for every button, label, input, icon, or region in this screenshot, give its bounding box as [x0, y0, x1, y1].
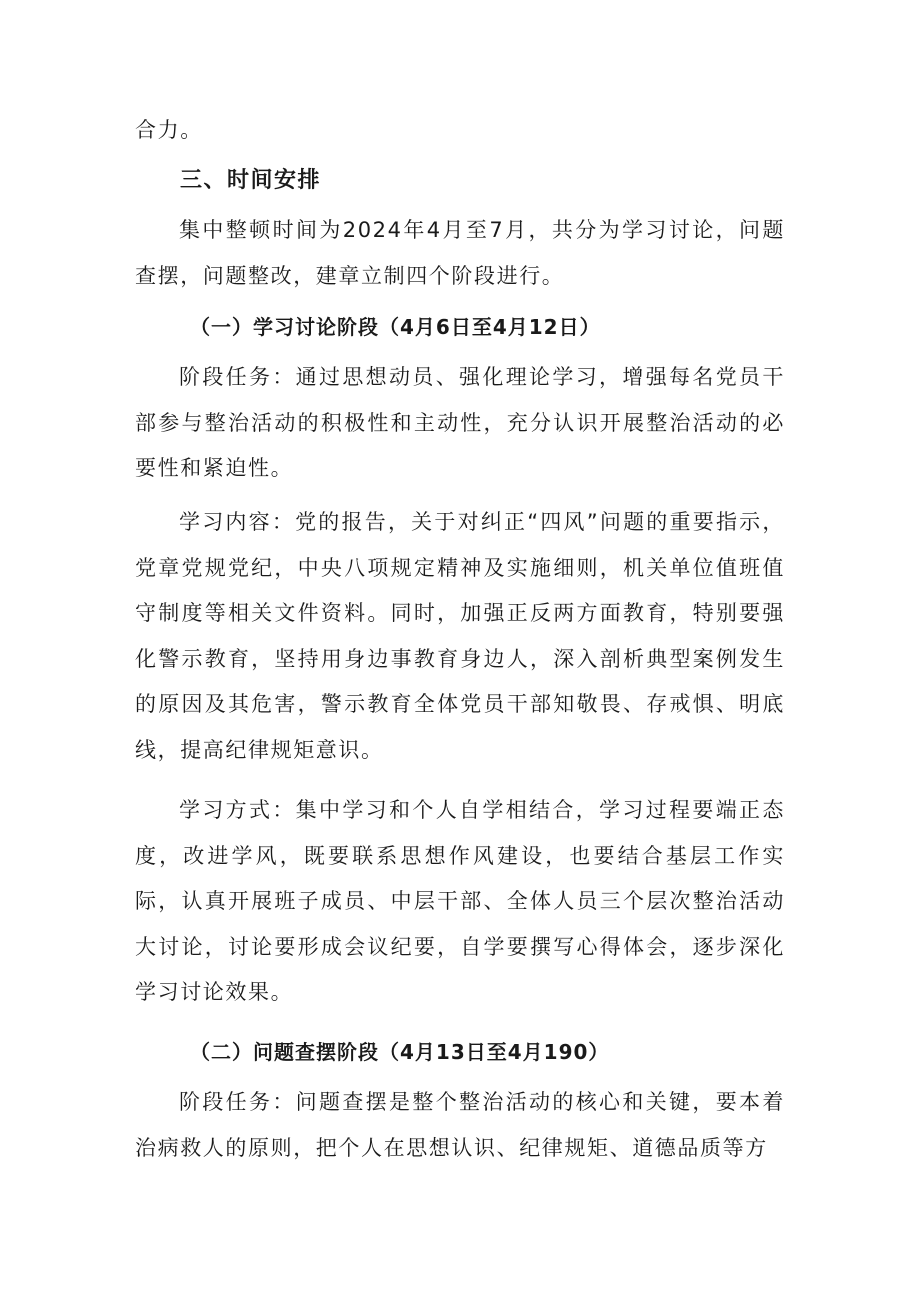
paragraph-schedule-intro: 集中整顿时间为2024年4月至7月，共分为学习讨论，问题查摆，问题整改，建章立制四个阶段进行。	[135, 218, 785, 288]
stage1-heading: （一）学习讨论阶段（4月6日至4月12日）	[190, 315, 601, 339]
stage2-heading: （二）问题查摆阶段（4月13日至4月190）	[190, 1040, 610, 1064]
paragraph-stage2-task: 阶段任务：问题查摆是整个整治活动的核心和关键，要本着治病救人的原则，把个人在思想认识、纪律规矩、道德品质等方	[135, 1090, 785, 1160]
section-heading-time-schedule: 三、时间安排	[180, 168, 322, 193]
paragraph-stage1-method: 学习方式：集中学习和个人自学相结合，学习过程要端正态度，改进学风，既要联系思想作风建设，也要结合基层工作实际，认真开展班子成员、中层干部、全体人员三个层次整治活动大讨论，讨论要形成会议纪要，自学要撰写心得体会，逐步深化学习讨论效果。	[135, 798, 785, 1004]
paragraph-stage1-task: 阶段任务：通过思想动员、强化理论学习，增强每名党员干部参与整治活动的积极性和主动性，充分认识开展整治活动的必要性和紧迫性。	[135, 365, 785, 480]
paragraph-intro-end: 合力。	[135, 118, 203, 142]
paragraph-stage1-content: 学习内容：党的报告，关于对纠正“四风”问题的重要指示，党章党规党纪，中央八项规定精神及实施细则，机关单位值班值守制度等相关文件资料。同时，加强正反两方面教育，特别要强化警示教育，坚持用身边事教育身边人，深入剖析典型案例发生的原因及其危害，警示教育全体党员干部知敬畏、存戒惧、明底线，提高纪律规矩意识。	[135, 510, 785, 762]
